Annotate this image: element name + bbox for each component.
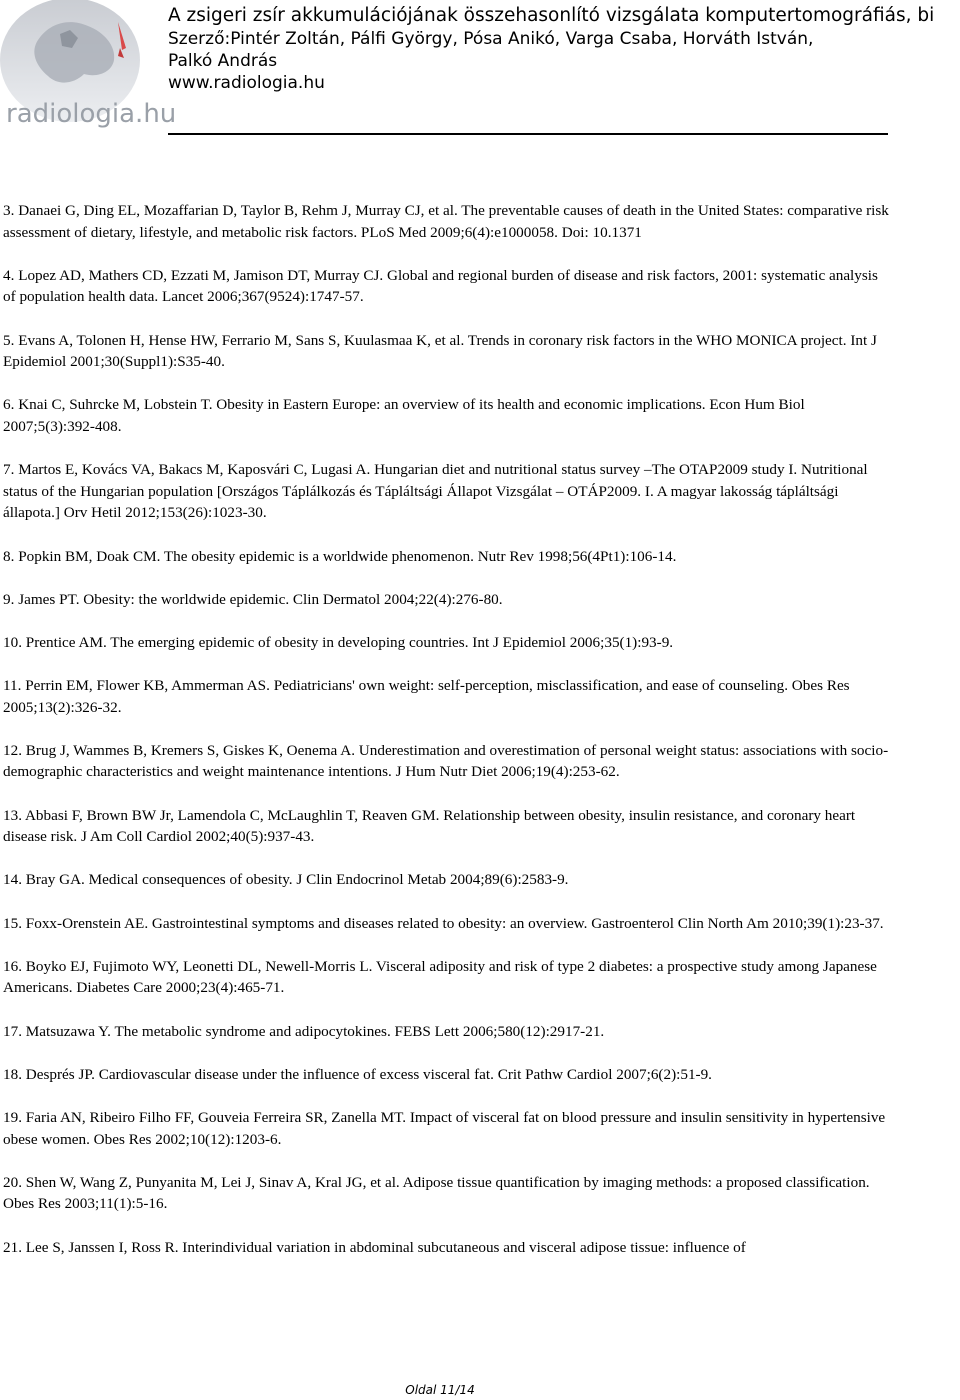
reference-item: 18. Després JP. Cardiovascular disease under the influence of excess visceral fat. Crit Pathw Cardiol 2007;6(2):51-9. — [3, 1065, 712, 1083]
reference-item: 16. Boyko EJ, Fujimoto WY, Leonetti DL, Newell-Morris L. Visceral adiposity and risk of type 2 diabetes: a prospective study among Japanese Americans. Diabetes Care 2000;23(4):465-71. — [3, 957, 877, 997]
logo-text: radiologia.hu — [6, 99, 177, 129]
reference-item: 4. Lopez AD, Mathers CD, Ezzati M, Jamison DT, Murray CJ. Global and regional burden of disease and risk factors, 2001: systematic analysis of population health data. Lancet 2006;367(9524):1747-57. — [3, 266, 878, 306]
reference-item: 6. Knai C, Suhrcke M, Lobstein T. Obesity in Eastern Europe: an overview of its health and economic implications. Econ Hum Biol 2007;5(3):392-408. — [3, 396, 805, 435]
reference-item: 10. Prentice AM. The emerging epidemic of obesity in developing countries. Int J Epidemiol 2006;35(1):93-9. — [3, 633, 674, 651]
reference-item: 9. James PT. Obesity: the worldwide epidemic. Clin Dermatol 2004;22(4):276-80. — [3, 590, 503, 608]
authors-line-2: Palkó András — [168, 51, 278, 71]
reference-item: 5. Evans A, Tolonen H, Hense HW, Ferrario M, Sans S, Kuulasmaa K, et al. Trends in coronary risk factors in the WHO MONICA project. Int J Epidemiol 2001;30(Suppl1):S35-40. — [3, 331, 877, 371]
header-text-block — [168, 4, 960, 94]
reference-item: 7. Martos E, Kovács VA, Bakacs M, Kaposvári C, Lugasi A. Hungarian diet and nutritional status survey –The OTAP2009 study I. Nutritional status of the Hungarian population [Országos Táplálkozás és Tápláltsági Állapot Vizsgálat – OTÁP2009. I. A magyar lakosság tápláltsági állapota.] Orv Hetil 2012;153(26):1023-30. — [3, 461, 868, 522]
reference-item: 13. Abbasi F, Brown BW Jr, Lamendola C, McLaughlin T, Reaven GM. Relationship between obesity, insulin resistance, and coronary heart disease risk. J Am Coll Cardiol 2002;40(5):937-43. — [3, 806, 856, 846]
reference-item: 19. Faria AN, Ribeiro Filho FF, Gouveia Ferreira SR, Zanella MT. Impact of visceral fat on blood pressure and insulin sensitivity in hypertensive obese women. Obes Res 2002;10(12):1203-6. — [3, 1108, 886, 1148]
document-title: A zsigeri zsír akkumulációjának összehasonlító vizsgálata komputertomográfiás, bi — [168, 5, 935, 26]
header-divider — [168, 133, 888, 135]
page-number-footer: Oldal 11/14 — [405, 1383, 475, 1397]
reference-item: 20. Shen W, Wang Z, Punyanita M, Lei J, Sinav A, Kral JG, et al. Adipose tissue quantification by imaging methods: a proposed classification. Obes Res 2003;11(1):5-16. — [3, 1173, 870, 1213]
authors-line-1: Szerző:Pintér Zoltán, Pálfi György, Pósa Anikó, Varga Csaba, Horváth István, — [168, 29, 814, 49]
reference-item: 17. Matsuzawa Y. The metabolic syndrome and adipocytokines. FEBS Lett 2006;580(12):2917-21. — [3, 1022, 605, 1040]
reference-item: 15. Foxx-Orenstein AE. Gastrointestinal symptoms and diseases related to obesity: an overview. Gastroenterol Clin North Am 2010;39(1):23-37. — [3, 914, 884, 932]
radiologia-logo — [0, 0, 177, 130]
reference-item: 8. Popkin BM, Doak CM. The obesity epidemic is a worldwide phenomenon. Nutr Rev 1998;56(4Pt1):106-14. — [3, 547, 677, 565]
website-link[interactable]: www.radiologia.hu — [168, 73, 325, 93]
reference-list — [3, 200, 893, 1280]
reference-item: 14. Bray GA. Medical consequences of obesity. J Clin Endocrinol Metab 2004;89(6):2583-9. — [3, 871, 569, 889]
reference-item: 21. Lee S, Janssen I, Ross R. Interindividual variation in abdominal subcutaneous and visceral adipose tissue: influence of — [3, 1238, 746, 1256]
reference-item: 11. Perrin EM, Flower KB, Ammerman AS. Pediatricians' own weight: self-perception, misclassification, and ease of counseling. Obes Res 2005;13(2):326-32. — [3, 677, 850, 716]
reference-item: 12. Brug J, Wammes B, Kremers S, Giskes K, Oenema A. Underestimation and overestimation of personal weight status: associations with socio-demographic characteristics and weight maintenance intentions. J Hum Nutr Diet 2006;19(4):253-62. — [3, 741, 889, 781]
page-header — [0, 0, 960, 140]
reference-item: 3. Danaei G, Ding EL, Mozaffarian D, Taylor B, Rehm J, Murray CJ, et al. The preventable causes of death in the United States: comparative risk assessment of dietary, lifestyle, and metabolic risk factors. PLoS Med 2009;6(4):e1000058. Doi: 10.1371 — [3, 202, 889, 241]
